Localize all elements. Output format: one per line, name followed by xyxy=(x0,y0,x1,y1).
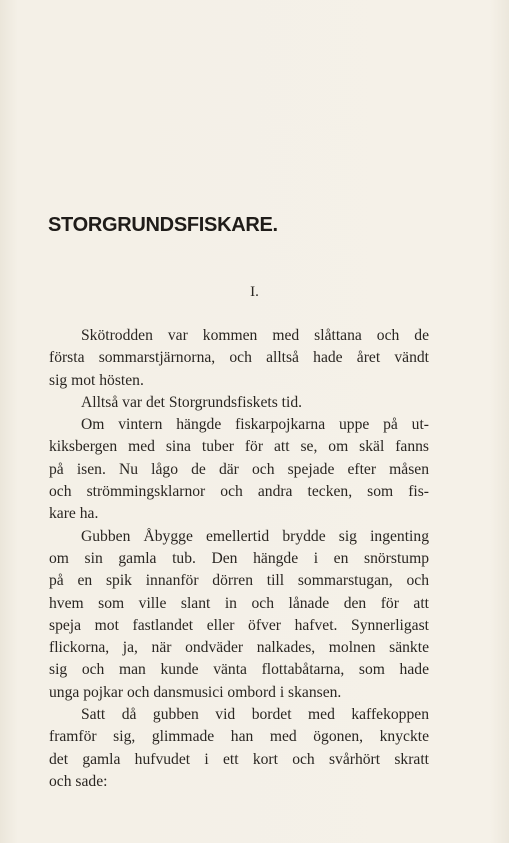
text-line: Alltså var det Storgrundsfiskets tid. xyxy=(81,393,303,411)
text-line: första sommarstjärnorna, och alltså hade året vändt xyxy=(49,349,429,367)
text-line: Gubben Åbygge emellertid brydde sig ingenting xyxy=(81,527,429,545)
text-line: speja mot fastlandet eller öfver hafvet. Synnerligast xyxy=(49,616,429,634)
chapter-number: I. xyxy=(250,284,259,300)
text-line: sig och man kunde vänta flottabåtarna, som hade xyxy=(49,661,429,679)
text-line: kiksbergen med sina tuber för att se, om skäl fanns xyxy=(49,438,429,456)
text-line: på isen. Nu lågo de där och spejade efter måsen xyxy=(49,460,429,478)
text-line: sig mot hösten. xyxy=(49,371,144,389)
body-text xyxy=(49,325,429,793)
text-line: hvem som ville slant in och lånade den för att xyxy=(49,594,429,612)
text-line: framför sig, glimmade han med ögonen, knyckte xyxy=(49,728,429,746)
text-line: det gamla hufvudet i ett kort och svårhört skratt xyxy=(49,750,429,768)
text-line: och strömmingsklarnor och andra tecken, som fis- xyxy=(49,483,429,501)
text-line: unga pojkar och dansmusici ombord i skansen. xyxy=(49,683,342,701)
text-line: och sade: xyxy=(49,772,108,790)
text-line: på en spik innanför dörren till sommarstugan, och xyxy=(49,572,429,590)
text-line: kare ha. xyxy=(49,505,99,523)
text-line: Skötrodden var kommen med slåttana och de xyxy=(81,327,429,344)
page-title: STORGRUNDSFISKARE. xyxy=(48,214,278,236)
text-line: Om vintern hängde fiskarpojkarna uppe på ut- xyxy=(81,416,429,434)
text-line: Satt då gubben vid bordet med kaffekoppen xyxy=(81,706,429,724)
text-line: om sin gamla tub. Den hängde i en snörstump xyxy=(49,549,429,567)
text-line: flickorna, ja, när ondväder nalkades, molnen sänkte xyxy=(49,639,429,657)
